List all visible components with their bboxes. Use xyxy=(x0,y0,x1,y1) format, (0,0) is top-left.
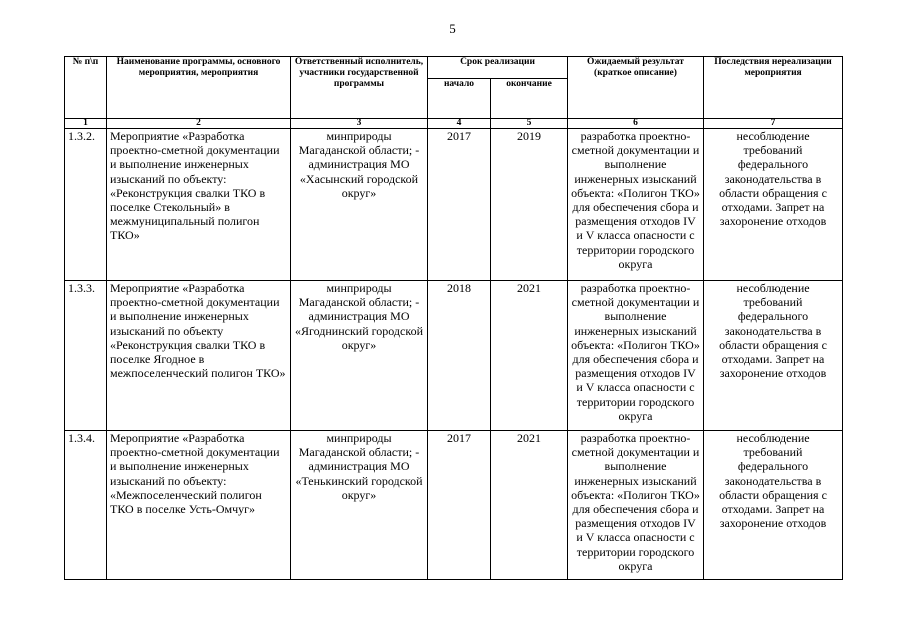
column-number: 3 xyxy=(291,119,428,129)
row-number: 1.3.2. xyxy=(65,129,107,281)
non-implementation-consequences: несоблюдение требований федерального законодательства в области обращения с отходами. Запрет на захоронение отходов xyxy=(704,431,843,580)
column-number: 2 xyxy=(107,119,291,129)
header-num: № п\п xyxy=(65,57,107,119)
table-row xyxy=(65,281,843,431)
responsible-executor: минприроды Магаданской области; - администрация МО «Тенькинский городской округ» xyxy=(291,431,428,580)
program-measures-table xyxy=(64,56,843,580)
expected-result: разработка проектно-сметной документации и выполнение инженерных изысканий объекта: «Полигон ТКО» для обеспечения сбора и размещения отходов IV и V класса опасности с территории городского округа xyxy=(568,129,704,281)
header-name: Наименование программы, основного мероприятия, мероприятия xyxy=(107,57,291,119)
start-year: 2018 xyxy=(428,281,491,431)
end-year: 2019 xyxy=(491,129,568,281)
header-executor: Ответственный исполнитель, участники государственной программы xyxy=(291,57,428,119)
column-number: 7 xyxy=(704,119,843,129)
table-row xyxy=(65,129,843,281)
measure-name: Мероприятие «Разработка проектно-сметной документации и выполнение инженерных изысканий по объекту: «Реконструкция свалки ТКО в поселке Стекольный» в межмуниципальный полигон ТКО» xyxy=(107,129,291,281)
end-year: 2021 xyxy=(491,281,568,431)
responsible-executor: минприроды Магаданской области; - администрация МО «Ягоднинский городской округ» xyxy=(291,281,428,431)
header-term: Срок реализации xyxy=(428,57,568,79)
header-consequences: Последствия нереализации мероприятия xyxy=(704,57,843,119)
column-number: 6 xyxy=(568,119,704,129)
header-end: окончание xyxy=(491,79,568,119)
expected-result: разработка проектно-сметной документации и выполнение инженерных изысканий объекта: «Полигон ТКО» для обеспечения сбора и размещения отходов IV и V класса опасности с территории городского округа xyxy=(568,281,704,431)
responsible-executor: минприроды Магаданской области; - администрация МО «Хасынский городской округ» xyxy=(291,129,428,281)
page-number: 5 xyxy=(449,21,456,36)
measure-name: Мероприятие «Разработка проектно-сметной документации и выполнение инженерных изысканий по объекту: «Межпоселенческий полигон ТКО в поселке Усть-Омчуг» xyxy=(107,431,291,580)
header-start: начало xyxy=(428,79,491,119)
end-year: 2021 xyxy=(491,431,568,580)
measure-name: Мероприятие «Разработка проектно-сметной документации и выполнение инженерных изысканий по объекту «Реконструкция свалки ТКО в поселке Ягодное в межпоселенческий полигон ТКО» xyxy=(107,281,291,431)
column-number: 1 xyxy=(65,119,107,129)
start-year: 2017 xyxy=(428,431,491,580)
header-result: Ожидаемый результат (краткое описание) xyxy=(568,57,704,119)
column-number: 4 xyxy=(428,119,491,129)
table-row xyxy=(65,431,843,580)
column-number-row xyxy=(65,119,843,129)
column-number: 5 xyxy=(491,119,568,129)
row-number: 1.3.3. xyxy=(65,281,107,431)
start-year: 2017 xyxy=(428,129,491,281)
non-implementation-consequences: несоблюдение требований федерального законодательства в области обращения с отходами. Запрет на захоронение отходов xyxy=(704,281,843,431)
row-number: 1.3.4. xyxy=(65,431,107,580)
non-implementation-consequences: несоблюдение требований федерального законодательства в области обращения с отходами. Запрет на захоронение отходов xyxy=(704,129,843,281)
expected-result: разработка проектно-сметной документации и выполнение инженерных изысканий объекта: «Полигон ТКО» для обеспечения сбора и размещения отходов IV и V класса опасности с территории городского округа xyxy=(568,431,704,580)
